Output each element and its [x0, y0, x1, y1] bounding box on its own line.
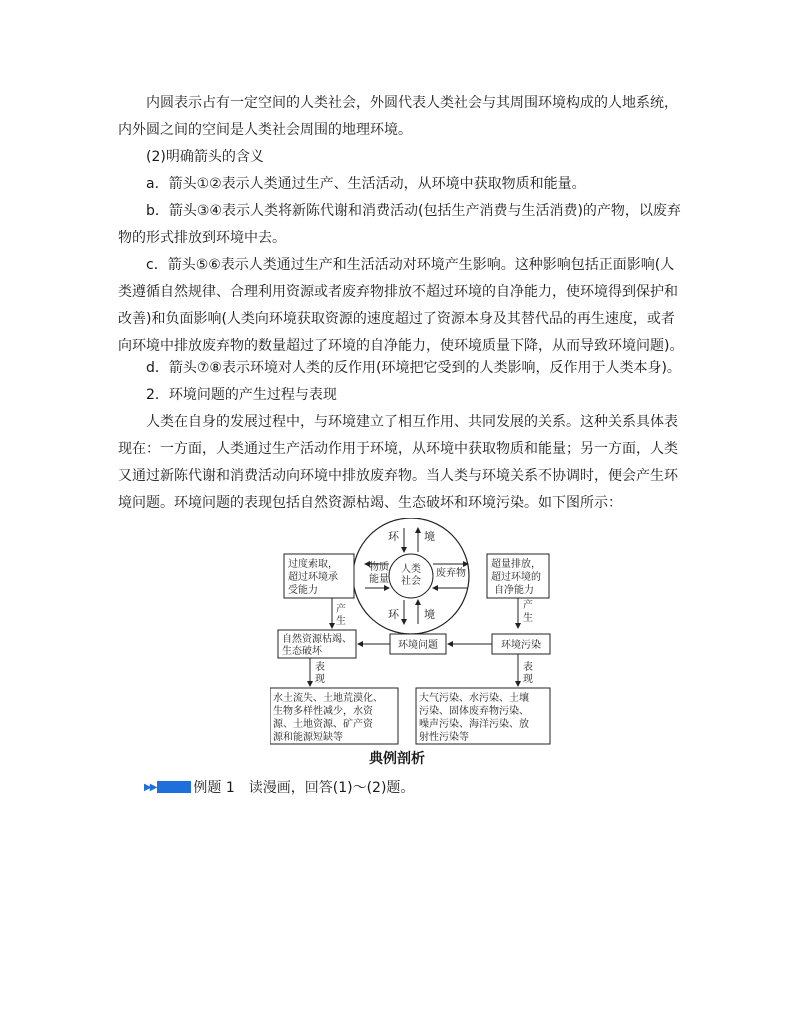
resource-detail-line1: 水土流失、土地荒漠化、 — [273, 693, 383, 704]
paragraph-relationship: 人类在自身的发展过程中，与环境建立了相互作用、共同发展的关系。这种关系具体表现在：一方面，人类通过生产活动作用于环境，从环境中获取物质和能量；另一方面，人类又通过新陈代谢和消费活动向环境中排放废弃物。当人类与环境关系不协调时，便会产生环境问题。环境问题的表现包括自然资源枯竭、生态破坏和环境污染。如下图所示： — [118, 414, 678, 511]
heading-arrow-meaning: (2)明确箭头的含义 — [146, 149, 264, 165]
show-left-char1: 表 — [315, 662, 325, 673]
produce-right-char2: 生 — [523, 613, 533, 624]
matter-label-line1: 物质 — [369, 562, 389, 573]
show-left-char2: 现 — [315, 674, 325, 685]
ring-label-top-right: 境 — [424, 530, 435, 543]
paragraph-arrow-a: a．箭头①②表示人类通过生产、生活活动，从环境中获取物质和能量。 — [146, 176, 586, 192]
pollution-detail-line1: 大气污染、水污染、土壤 — [419, 693, 529, 704]
example-label: 例题 1 读漫画，回答(1)～(2)题。 — [193, 780, 415, 796]
paragraph-circles: 内圆表示占有一定空间的人类社会，外圆代表人类社会与其周围环境构成的人地系统，内外圆之间的空间是人类社会周围的地理环境。 — [118, 95, 678, 138]
pollution-detail-line2: 污染、固体废弃物污染、 — [419, 706, 529, 717]
ring-label-bottom-right: 境 — [424, 608, 435, 621]
box-overuse-line3: 受能力 — [288, 585, 318, 596]
show-right-char1: 表 — [523, 662, 533, 673]
box-overemit-line1: 超量排放， — [491, 559, 541, 570]
section-caption: 典例剖析 — [369, 751, 425, 767]
waste-label: 废弃物 — [436, 568, 466, 579]
produce-right-char1: 产 — [523, 600, 533, 611]
environment-problem-diagram — [270, 518, 552, 748]
produce-left-char1: 产 — [336, 604, 346, 615]
ring-label-top-left: 环 — [388, 530, 399, 543]
paragraph-arrow-b: b．箭头③④表示人类将新陈代谢和消费活动(包括生产消费与生活消费)的产物，以废弃物的形式排放到环境中去。 — [118, 203, 681, 246]
show-right-char2: 现 — [523, 674, 533, 685]
box-overemit-line2: 超过环境的 — [491, 572, 541, 583]
center-label-line2: 社会 — [401, 576, 421, 587]
box-overuse-line1: 过度索取， — [288, 559, 338, 570]
resource-detail-line4: 源和能源短缺等 — [273, 732, 343, 743]
paragraph-arrow-d: d．箭头⑦⑧表示环境对人类的反作用(环境把它受到的人类影响，反作用于人类本身)。 — [146, 360, 681, 376]
produce-left-char2: 生 — [336, 616, 346, 627]
matter-label-line2: 能量 — [369, 574, 389, 585]
resource-detail-line2: 生物多样性减少，水资 — [273, 706, 373, 717]
heading-environment-problem: 2．环境问题的产生过程与表现 — [146, 387, 337, 403]
box-resource-line2: 生态破坏 — [282, 646, 322, 657]
double-arrow-icon: ▶▶ — [144, 781, 156, 793]
box-overemit-line3: 自净能力 — [494, 585, 534, 596]
center-label-line1: 人类 — [401, 564, 421, 575]
box-problem-label: 环境问题 — [398, 640, 438, 651]
box-resource-line1: 自然资源枯竭、 — [282, 634, 352, 645]
ring-label-bottom-left: 环 — [388, 608, 399, 621]
pollution-detail-line4: 射性污染等 — [419, 732, 469, 743]
example-header — [144, 776, 414, 798]
paragraph-arrow-c: c．箭头⑤⑥表示人类通过生产和生活活动对环境产生影响。这种影响包括正面影响(人类遵循自然规律、合理利用资源或者废弃物排放不超过环境的自净能力，使环境得到保护和改善)和负面影响(人类向环境获取资源的速度超过了资源本身及其替代品的再生速度，或者向环境中排放废弃物的数量超过了环境的自净能力，使环境质量下降，从而导致环境问题)。 — [118, 257, 684, 354]
box-pollution-label: 环境污染 — [501, 640, 541, 651]
box-overuse-line2: 超过环境承 — [288, 572, 338, 583]
example-badge — [157, 781, 191, 793]
resource-detail-line3: 源、土地资源、矿产资 — [273, 719, 373, 730]
pollution-detail-line3: 噪声污染、海洋污染、放 — [419, 719, 529, 730]
